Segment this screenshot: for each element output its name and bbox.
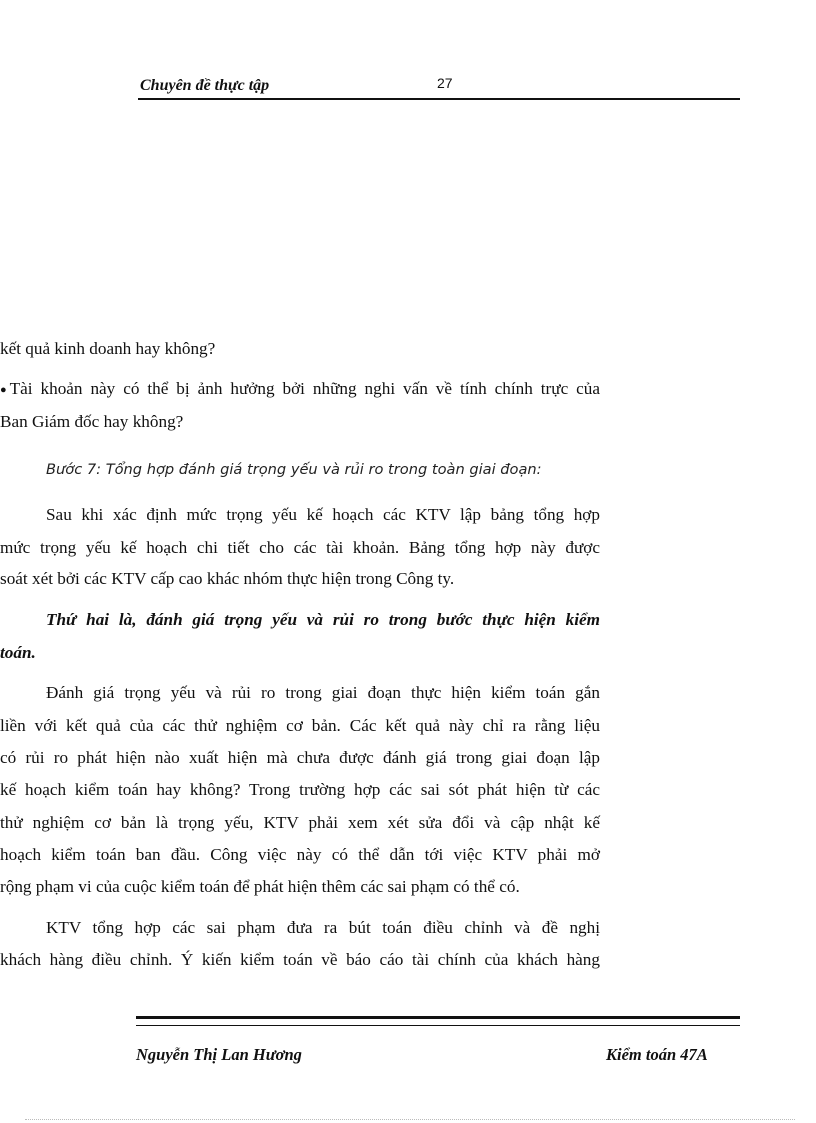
page-number: 27 — [437, 75, 453, 91]
footer-class: Kiểm toán 47A — [606, 1045, 708, 1064]
header-rule — [138, 98, 740, 100]
page-edge — [25, 1119, 795, 1120]
step-heading: Bước 7: Tổng hợp đánh giá trọng yếu và rủi ro trong toàn giai đoạn: — [46, 461, 542, 478]
footer-rule — [136, 1016, 740, 1026]
bullet-text: Tài khoản này có thể bị ảnh hưởng bởi những nghi vấn về tính chính trực của — [9, 379, 600, 398]
paragraph-line: Đánh giá trọng yếu và rủi ro trong giai đoạn thực hiện kiểm toán gắn — [46, 683, 600, 702]
paragraph-line: KTV tổng hợp các sai phạm đưa ra bút toán điều chỉnh và đề nghị — [46, 918, 600, 937]
paragraph-line: có rủi ro phát hiện nào xuất hiện mà chưa được đánh giá trong giai đoạn lập — [0, 748, 600, 767]
paragraph-line: thử nghiệm cơ bản là trọng yếu, KTV phải xem xét sửa đổi và cập nhật kế — [0, 813, 600, 832]
section-heading: Thứ hai là, đánh giá trọng yếu và rủi ro trong bước thực hiện kiểm — [46, 610, 600, 629]
paragraph-line: kết quả kinh doanh hay không? — [0, 339, 216, 358]
paragraph-line: liền với kết quả của các thử nghiệm cơ bản. Các kết quả này chỉ ra rằng liệu — [0, 716, 600, 735]
section-heading-cont: toán. — [0, 643, 36, 662]
paragraph-line: rộng phạm vi của cuộc kiểm toán để phát hiện thêm các sai phạm có thể có. — [0, 877, 520, 896]
paragraph-line: Ban Giám đốc hay không? — [0, 412, 184, 431]
paragraph-line: Sau khi xác định mức trọng yếu kế hoạch các KTV lập bảng tổng hợp — [46, 505, 600, 524]
header-title: Chuyên đề thực tập — [140, 77, 270, 94]
paragraph-line: kế hoạch kiểm toán hay không? Trong trường hợp các sai sót phát hiện từ các — [0, 780, 600, 799]
paragraph-line: soát xét bởi các KTV cấp cao khác nhóm thực hiện trong Công ty. — [0, 569, 455, 588]
bullet-icon: ● — [0, 384, 7, 397]
paragraph-line: khách hàng điều chỉnh. Ý kiến kiểm toán về báo cáo tài chính của khách hàng — [0, 950, 600, 969]
bullet-item — [0, 379, 600, 399]
page-header — [138, 74, 740, 100]
paragraph-line: hoạch kiểm toán ban đầu. Công việc này có thể dẫn tới việc KTV phải mở — [0, 845, 600, 864]
footer-author: Nguyễn Thị Lan Hương — [136, 1045, 302, 1064]
paragraph-line: mức trọng yếu kế hoạch chi tiết cho các tài khoản. Bảng tổng hợp này được — [0, 538, 600, 557]
